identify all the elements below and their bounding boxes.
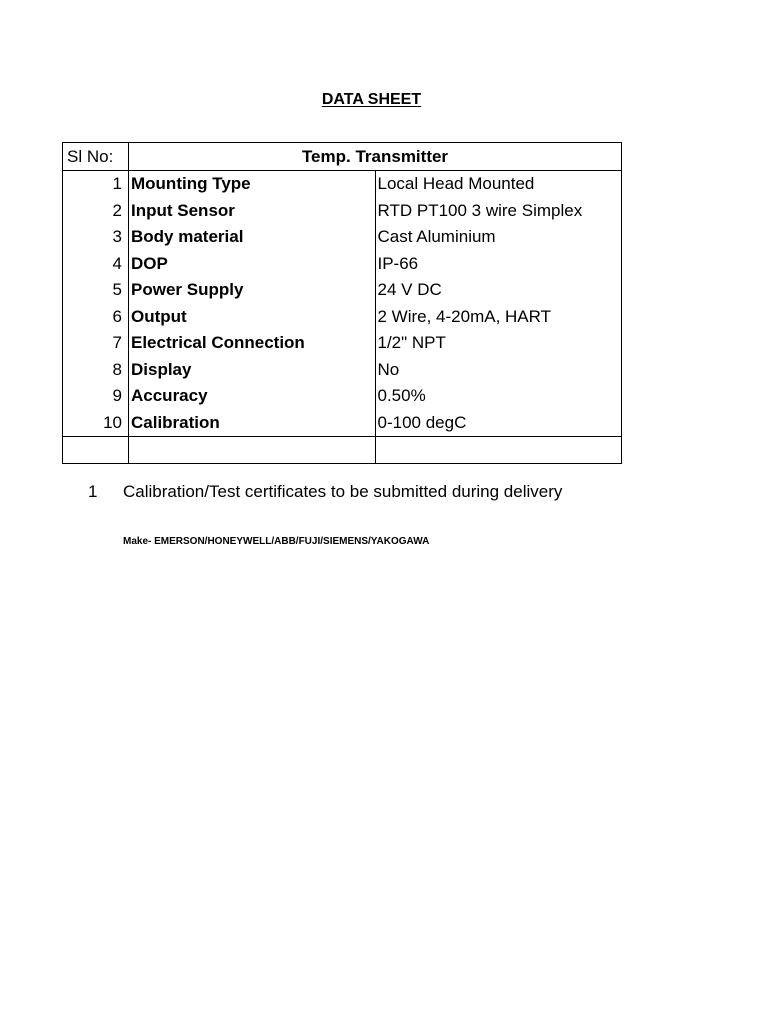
row-number: 1 xyxy=(63,170,129,197)
blank-cell xyxy=(129,436,376,463)
table-row xyxy=(63,383,622,410)
table-row xyxy=(63,250,622,277)
row-parameter: Electrical Connection xyxy=(129,330,376,357)
row-parameter: Accuracy xyxy=(129,383,376,410)
table-row xyxy=(63,330,622,357)
table-title-header: Temp. Transmitter xyxy=(129,143,622,171)
table-row xyxy=(63,197,622,224)
table-header-row xyxy=(63,143,622,171)
table-blank-row xyxy=(63,436,622,463)
row-parameter: Output xyxy=(129,303,376,330)
row-number: 3 xyxy=(63,224,129,251)
row-parameter: DOP xyxy=(129,250,376,277)
row-value: 0.50% xyxy=(375,383,622,410)
table-row xyxy=(63,277,622,304)
row-parameter: Body material xyxy=(129,224,376,251)
row-number: 4 xyxy=(63,250,129,277)
sl-no-header: Sl No: xyxy=(63,143,129,171)
row-number: 8 xyxy=(63,356,129,383)
row-parameter: Input Sensor xyxy=(129,197,376,224)
row-value: 0-100 degC xyxy=(375,409,622,436)
table-row xyxy=(63,409,622,436)
row-parameter: Display xyxy=(129,356,376,383)
blank-cell xyxy=(63,436,129,463)
make-list: Make- EMERSON/HONEYWELL/ABB/FUJI/SIEMENS/YAKOGAWA xyxy=(123,536,430,547)
row-parameter: Mounting Type xyxy=(129,170,376,197)
document-title: DATA SHEET xyxy=(321,91,422,108)
row-number: 7 xyxy=(63,330,129,357)
row-value: IP-66 xyxy=(375,250,622,277)
row-value: 1/2" NPT xyxy=(375,330,622,357)
row-value: 24 V DC xyxy=(375,277,622,304)
row-value: RTD PT100 3 wire Simplex xyxy=(375,197,622,224)
row-number: 6 xyxy=(63,303,129,330)
note-number: 1 xyxy=(88,482,98,501)
row-number: 2 xyxy=(63,197,129,224)
row-value: Cast Aluminium xyxy=(375,224,622,251)
table-row xyxy=(63,170,622,197)
row-value: Local Head Mounted xyxy=(375,170,622,197)
row-number: 10 xyxy=(63,409,129,436)
row-value: 2 Wire, 4-20mA, HART xyxy=(375,303,622,330)
table-row xyxy=(63,224,622,251)
spec-table xyxy=(62,142,622,464)
table-row xyxy=(63,303,622,330)
blank-cell xyxy=(375,436,622,463)
row-number: 5 xyxy=(63,277,129,304)
table-row xyxy=(63,356,622,383)
row-parameter: Power Supply xyxy=(129,277,376,304)
row-parameter: Calibration xyxy=(129,409,376,436)
row-number: 9 xyxy=(63,383,129,410)
row-value: No xyxy=(375,356,622,383)
note-text: Calibration/Test certificates to be submitted during delivery xyxy=(123,482,563,501)
